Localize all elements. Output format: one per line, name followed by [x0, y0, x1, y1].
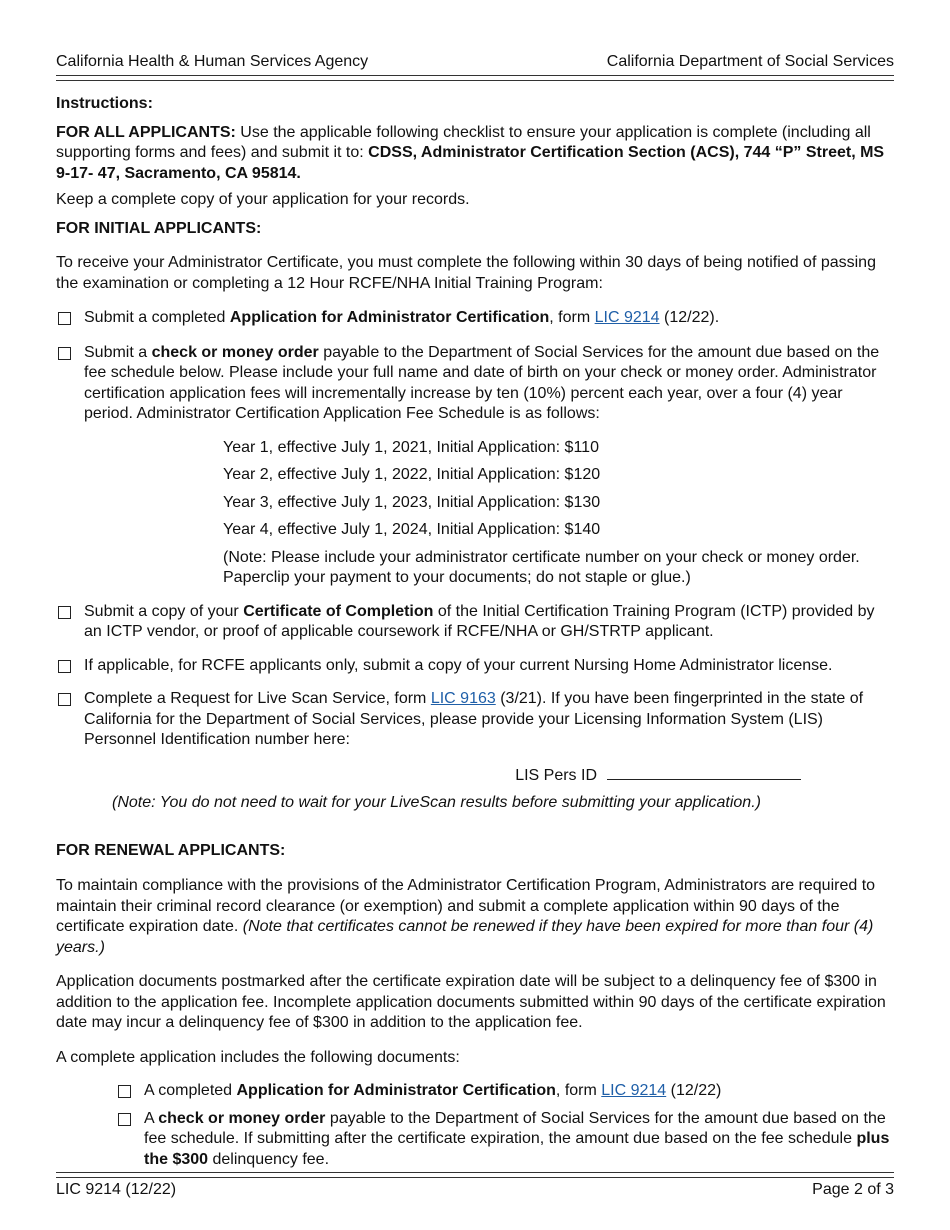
fee-year-1: Year 1, effective July 1, 2021, Initial Application: $110 — [223, 438, 599, 456]
main-content — [56, 94, 894, 1170]
header-department: California Department of Social Services — [606, 53, 894, 70]
renewal-applicants-title: FOR RENEWAL APPLICANTS: — [56, 841, 286, 859]
renewal-check-application: A completed Application for Administrator Certification, form LIC 9214 (12/22) — [116, 1081, 894, 1102]
checkbox[interactable] — [58, 693, 71, 706]
form-number: LIC 9214 (12/22) — [56, 1181, 177, 1198]
initial-applicants-title: FOR INITIAL APPLICANTS: — [56, 219, 262, 237]
all-applicants-paragraph: FOR ALL APPLICANTS: Use the applicable following checklist to ensure your application is complete (including all supporting forms and fees) and submit it to: CDSS, Administrator Certification Section (ACS), 744 “P” Street, MS 9-17- 47, Sacramento, CA 95814. — [56, 123, 885, 182]
lic-9163-link[interactable]: LIC 9163 — [430, 690, 496, 707]
checkbox[interactable] — [118, 1113, 131, 1126]
lis-pers-id-label: LIS Pers ID — [515, 766, 597, 784]
fee-note: (Note: Please include your administrator certificate number on your check or money order. Paperclip your payment to your documents; do not staple or glue.) — [223, 548, 860, 586]
keep-copy-text: Keep a complete copy of your application for your records. — [56, 191, 470, 208]
fee-year-3: Year 3, effective July 1, 2023, Initial Application: $130 — [223, 493, 601, 511]
document-page — [56, 0, 894, 1230]
instructions-title: Instructions: — [56, 95, 153, 112]
checkbox[interactable] — [58, 606, 71, 619]
initial-check-certificate: Submit a copy of your Certificate of Completion of the Initial Certification Training Program (ICTP) provided by an ICTP vendor, or proof of applicable coursework if RCFE/NHA or GH/STRTP applicant. — [56, 602, 894, 643]
renewal-check-payment: A check or money order payable to the Department of Social Services for the amount due based on the fee schedule. If submitting after the certificate expiration, the amount due based on the fee schedule plus the $300 delinquency fee. — [116, 1109, 894, 1171]
checkbox[interactable] — [118, 1085, 131, 1098]
initial-intro: To receive your Administrator Certificate, you must complete the following within 30 days of being notified of passing the examination or completing a 12 Hour RCFE/NHA Initial Training Program: — [56, 254, 876, 292]
page-number: Page 2 of 3 — [812, 1181, 894, 1198]
lis-pers-id-row — [56, 765, 894, 787]
page-header — [56, 52, 894, 74]
header-divider — [56, 75, 894, 81]
livescan-note: (Note: You do not need to wait for your LiveScan results before submitting your application.) — [112, 794, 761, 811]
header-agency: California Health & Human Services Agency — [56, 53, 369, 70]
lic-9214-link[interactable]: LIC 9214 — [594, 309, 660, 326]
fee-year-4: Year 4, effective July 1, 2024, Initial Application: $140 — [223, 521, 601, 538]
checkbox[interactable] — [58, 660, 71, 673]
lic-9214-link[interactable]: LIC 9214 — [601, 1082, 667, 1099]
initial-check-nha-license: If applicable, for RCFE applicants only, submit a copy of your current Nursing Home Administrator license. — [56, 656, 894, 677]
fee-schedule — [56, 438, 894, 589]
renewal-paragraph-2: Application documents postmarked after the certificate expiration date will be subject to a delinquency fee of $300 in addition to the application fee. Incomplete application documents submitted within 90 days of the certificate expiration date may incur a delinquency fee of $300 in addition to the application fee. — [56, 973, 886, 1031]
initial-check-application: Submit a completed Application for Administrator Certification, form LIC 9214 (12/22). — [56, 308, 894, 329]
lis-pers-id-field[interactable] — [607, 765, 801, 780]
footer-divider — [56, 1172, 894, 1178]
initial-check-livescan: Complete a Request for Live Scan Service, form LIC 9163 (3/21). If you have been fingerprinted in the state of California for the Department of Social Services, please provide your Licensing Information System (LIS) Personnel Identification number here: — [56, 689, 894, 751]
checkbox[interactable] — [58, 347, 71, 360]
renewal-paragraph-3: A complete application includes the following documents: — [56, 1048, 460, 1066]
fee-year-2: Year 2, effective July 1, 2022, Initial Application: $120 — [223, 466, 601, 483]
renewal-paragraph-1: To maintain compliance with the provisions of the Administrator Certification Program, Administrators are required to maintain their criminal record clearance (or exemption) and submit a complete application within 90 days of the certificate expiration date. (Note that certificates cannot be renewed if they have been expired for more than four (4) years.) — [56, 877, 876, 956]
initial-check-payment: Submit a check or money order payable to the Department of Social Services for the amount due based on the fee schedule below. Please include your full name and date of birth on your check or money order. Administrator certification application fees will incrementally increase by ten (10%) percent each year, over a four (4) year period. Administrator Certification Application Fee Schedule is as follows: — [56, 343, 894, 425]
checkbox[interactable] — [58, 312, 71, 325]
